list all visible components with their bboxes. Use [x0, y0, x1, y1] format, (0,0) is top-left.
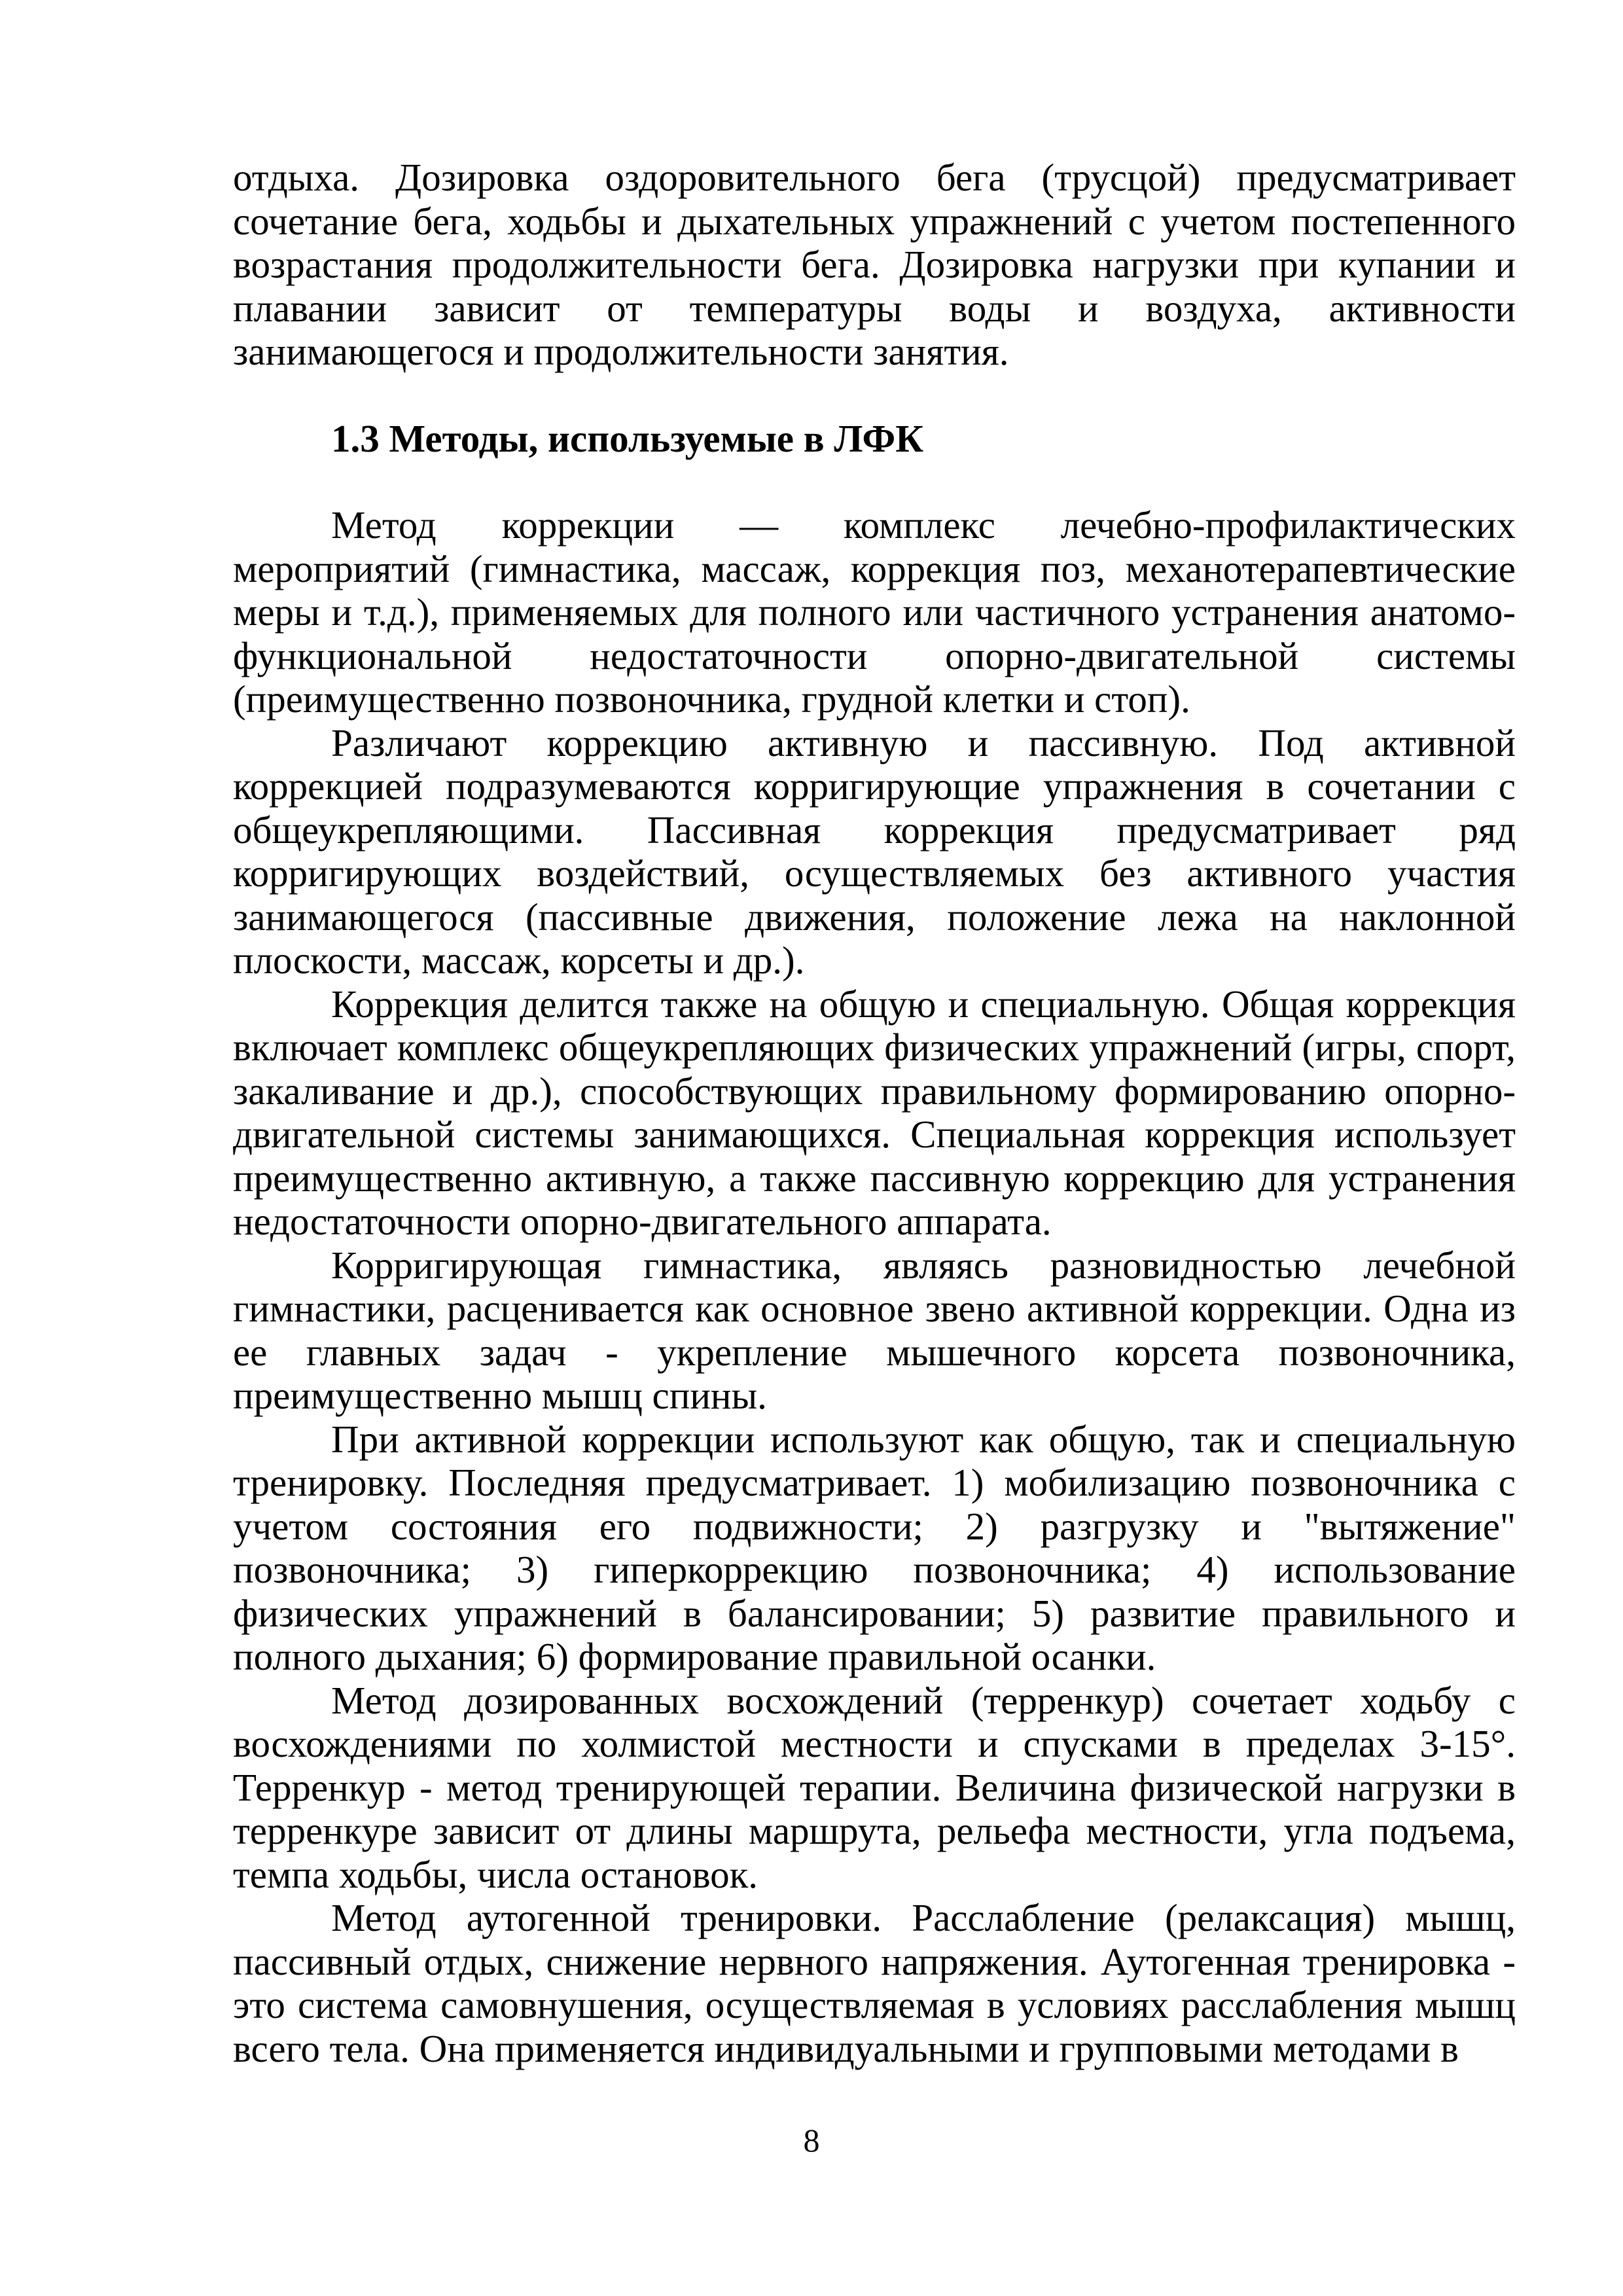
- paragraph-autogenic-training: Метод аутогенной тренировки. Расслабление (релаксация) мышц, пассивный отдых, снижение нервного напряжения. Аутогенная тренировка - это система самовнушения, осуществляемая в условиях расслабления мышц всего тела. Она применяется индивидуальными и групповыми методами в: [233, 1896, 1516, 2070]
- text-column: [233, 156, 1516, 2070]
- paragraph-correction-method: Метод коррекции — комплекс лечебно-профилактических мероприятий (гимнастика, массаж, коррекция поз, механотерапевтические меры и т.д.), применяемых для полного или частичного устранения анатомо-функциональной недостаточности опорно-двигательной системы (преимущественно позвоночника, грудной клетки и стоп).: [233, 503, 1516, 721]
- paragraph-active-passive: Различают коррекцию активную и пассивную. Под активной коррекцией подразумеваются корригирующие упражнения в сочетании с общеукрепляющими. Пассивная коррекция предусматривает ряд корригирующих воздействий, осуществляемых без активного участия занимающегося (пассивные движения, положение лежа на наклонной плоскости, массаж, корсеты и др.).: [233, 721, 1516, 982]
- paragraph-active-correction: При активной коррекции используют как общую, так и специальную тренировку. Последняя предусматривает. 1) мобилизацию позвоночника с учетом состояния его подвижности; 2) разгрузку и "вытяжение" позвоночника; 3) гиперкоррекцию позвоночника; 4) использование физических упражнений в балансировании; 5) развитие правильного и полного дыхания; 6) формирование правильной осанки.: [233, 1417, 1516, 1678]
- intro-paragraph: отдыха. Дозировка оздоровительного бега (трусцой) предусматривает сочетание бега, ходьбы и дыхательных упражнений с учетом постепенного возрастания продолжительности бега. Дозировка нагрузки при купании и плавании зависит от температуры воды и воздуха, активности занимающегося и продолжительности занятия.: [233, 156, 1516, 373]
- paragraph-corrective-gymnastics: Корригирующая гимнастика, являясь разновидностью лечебной гимнастики, расценивается как основное звено активной коррекции. Одна из ее главных задач - укрепление мышечного корсета позвоночника, преимущественно мышц спины.: [233, 1243, 1516, 1417]
- page-number: 8: [803, 2122, 820, 2159]
- paragraph-general-special: Коррекция делится также на общую и специальную. Общая коррекция включает комплекс общеукрепляющих физических упражнений (игры, спорт, закаливание и др.), способствующих правильному формированию опорно-двигательной системы занимающихся. Специальная коррекция использует преимущественно активную, а также пассивную коррекцию для устранения недостаточности опорно-двигательного аппарата.: [233, 982, 1516, 1243]
- section-heading: 1.3 Методы, используемые в ЛФК: [331, 416, 923, 460]
- paragraph-terrenkur: Метод дозированных восхождений (терренкур) сочетает ходьбу с восхождениями по холмистой местности и спусками в пределах 3-15°. Терренкур - метод тренирующей терапии. Величина физической нагрузки в терренкуре зависит от длины маршрута, рельефа местности, угла подъема, темпа ходьбы, числа остановок.: [233, 1678, 1516, 1896]
